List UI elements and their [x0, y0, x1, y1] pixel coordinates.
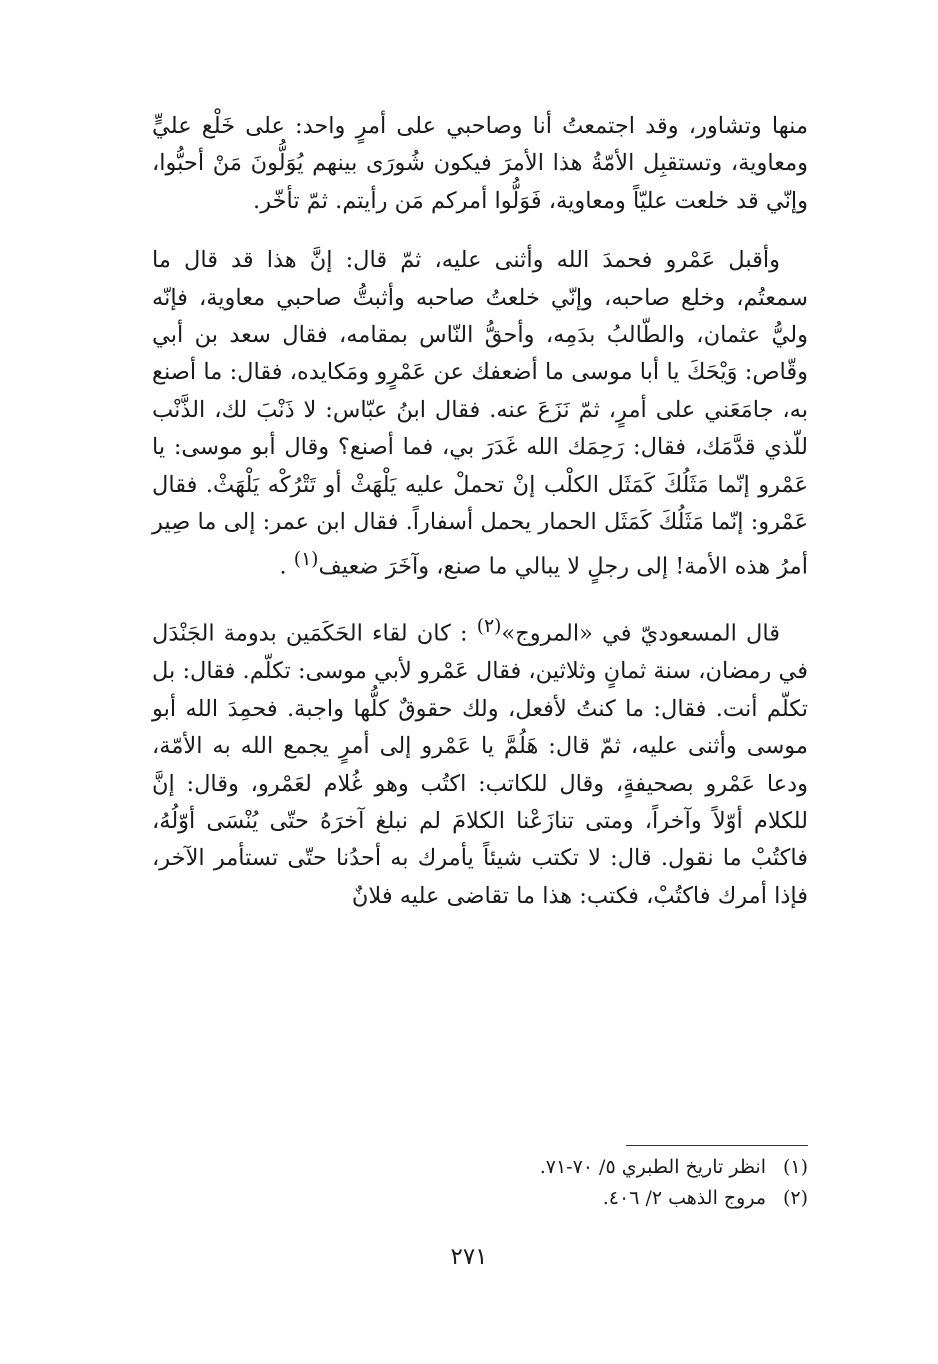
footnote-1-text: انظر تاريخ الطبري ٥/ ٧٠-٧١. [539, 1156, 766, 1178]
paragraph-2-text: وأقبل عَمْرو فحمدَ الله وأثنى عليه، ثمّ قال: إنَّ هذا قد قال ما سمعتُم، وخلع صاحبه، وإنّي خلعتُ صاحبه وأثبتُّ صاحبي معاوية، فإنّه وليُّ عثمان، والطّالبُ بدَمِه، وأحقُّ النّاس بمقامه، فقال سعد بن أبي وقّاص: وَيْحَكَ يا أبا موسى ما أضعفك عن عَمْرٍو ومَكايده، فقال: ما أصنع به، جامَعَني على أمرٍ، ثمّ نَزَعَ عنه. فقال ابنُ عبّاس: لا ذَنْبَ لك، الذَّنْب للّذي قدَّمَك، فقال: رَحِمَك الله غَدَرَ بي، فما أصنع؟ وقال أبو موسى: يا عَمْرو إنّما مَثَلُكَ كَمَثَل الكلْب إنْ تحملْ عليه يَلْهَثْ أو تَتْرُكْه يَلْهَثْ. فقال عَمْرو: إنّما مَثَلُكَ كَمَثَل الحمار يحمل أسفاراً. فقال ابن عمر: إلى ما صِير أمرُ هذه الأمة! إلى رجلٍ لا يبالي ما صنع، وآخَرَ ضعيف [152, 247, 808, 580]
footnote-ref-2: (٢) [476, 616, 502, 638]
paragraph-3-text: : كان لقاء الحَكَمَين بدومة الجَنْدَل في رمضان، سنة ثمانٍ وثلاثين، فقال عَمْرو لأبي موسى: تكلّم. فقال: بل تكلّم أنت. فقال: ما كنتُ لأفعل، ولك حقوقٌ كلُّها واجبة. فحمِدَ الله أبو موسى وأثنى عليه، ثمّ قال: هَلُمَّ يا عَمْرو إلى أمرٍ يجمع الله به الأمّة، ودعا عَمْرو بصحيفةٍ، وقال للكاتب: اكتُب وهو غُلام لعَمْرو، وقال: إنَّ للكلام أوّلاً وآخراً، ومتى تنازَعْنا الكلامَ لم نبلغ آخرَهُ حتّى يُنْسَى أوّلُهُ، فاكتُبْ ما نقول. قال: لا تكتب شيئاً يأمرك به أحدُنا حتّى تستأمر الآخر، فإذا أمرك فاكتُبْ، فكتب: هذا ما تقاضى عليه فلانٌ [152, 620, 808, 909]
footnote-1-marker: (١) [782, 1156, 808, 1178]
footnote-ref-1: (١) [293, 549, 319, 571]
footnotes [460, 1152, 808, 1214]
footnote-2 [460, 1183, 808, 1214]
main-text [152, 108, 808, 937]
paragraph-1: منها وتشاور، وقد اجتمعتُ أنا وصاحبي على أمرٍ واحد: على خَلْع عليٍّ ومعاوية، وتستقبِل الأمّةُ هذا الأمرَ فيكون شُورَى بينهم يُوَلُّونَ مَنْ أحبُّوا، وإنّي قد خلعت عليّاً ومعاوية، فَوَلُّوا أمركم مَن رأيتم. ثمّ تأخّر. [152, 113, 808, 214]
paragraph-3-intro: قال المسعوديّ في «المروج» [501, 620, 780, 647]
footnote-2-text: مروج الذهب ٢/ ٤٠٦. [602, 1187, 766, 1209]
page-number: ٢٧١ [450, 1244, 488, 1270]
footnote-1 [460, 1152, 808, 1183]
footnote-separator [626, 1145, 808, 1146]
paragraph-3 [152, 608, 808, 915]
footnote-2-marker: (٢) [782, 1187, 808, 1209]
paragraph-2: وأقبل عَمْرو فحمدَ الله وأثنى عليه، ثمّ قال: إنَّ هذا قد قال ما سمعتُم، وخلع صاحبه، وإنّي خلعتُ صاحبه وأثبتُّ صاحبي معاوية، فإنّه وليُّ عثمان، والطّالبُ بدَمِه، وأحقُّ النّاس بمقامه، فقال سعد بن أبي وقّاص: وَيْحَكَ يا أبا موسى ما أضعفك عن عَمْرٍو ومَكايده، فقال: ما أصنع به، جامَعَني على أمرٍ، ثمّ نَزَعَ عنه. فقال ابنُ عبّاس: لا ذَنْبَ لك، الذَّنْب للّذي قدَّمَك، فقال: رَحِمَك الله غَدَرَ بي، فما أصنع؟ وقال أبو موسى: يا عَمْرو إنّما مَثَلُكَ كَمَثَل الكلْب إنْ تحملْ عليه يَلْهَثْ أو تَتْرُكْه يَلْهَثْ. فقال عَمْرو: إنّما مَثَلُكَ كَمَثَل الحمار يحمل أسفاراً. فقال ابن عمر: إلى ما صِير أمرُ هذه الأمة! إلى رجلٍ لا يبالي ما صنع، وآخَرَ ضعيف$^{(١)}$ . [152, 247, 808, 580]
